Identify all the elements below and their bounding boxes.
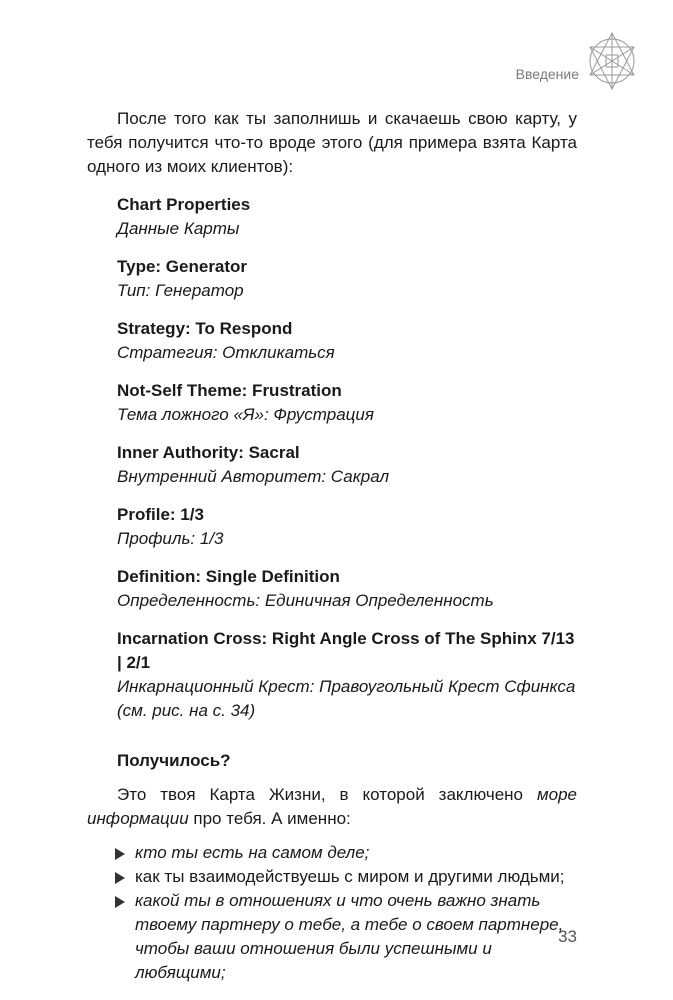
paragraph-emphasis: море информации xyxy=(87,785,577,828)
property-title: Not-Self Theme: Frustration xyxy=(117,381,342,400)
property-translation: Тема ложного «Я»: Фрустрация xyxy=(117,405,374,424)
property-title: Chart Properties xyxy=(117,195,251,214)
list-item-text: какой ты в отношениях и что очень важно знать твоему партнеру о тебе, а тебе о своем партнере, чтобы ваши отношения были успешными и любящими; xyxy=(135,891,564,982)
list-item xyxy=(87,865,577,889)
bullet-list xyxy=(87,841,577,985)
property-translation: Тип: Генератор xyxy=(117,281,244,300)
property-title: Profile: 1/3 xyxy=(117,505,204,524)
property-title: Type: Generator xyxy=(117,257,248,276)
main-content xyxy=(87,107,577,985)
property-block xyxy=(117,317,577,365)
list-item-text: кто ты есть на самом деле; xyxy=(135,843,370,862)
intro-paragraph: После того как ты заполнишь и скачаешь свою карту, у тебя получится что-то вроде этого (для примера взята Карта одного из моих клиентов): xyxy=(87,109,577,176)
triangle-bullet-icon xyxy=(115,872,125,884)
triangle-bullet-icon xyxy=(115,896,125,908)
property-translation: Инкарнационный Крест: Правоугольный Крест Сфинкса (см. рис. на с. 34) xyxy=(117,677,576,720)
property-translation: Внутренний Авторитет: Сакрал xyxy=(117,467,390,486)
property-block xyxy=(117,193,577,241)
header-section-title: Введение xyxy=(515,66,579,82)
property-block xyxy=(117,627,577,723)
paragraph-text: про тебя. А именно: xyxy=(188,809,351,828)
property-title: Definition: Single Definition xyxy=(117,567,340,586)
property-block xyxy=(117,255,577,303)
paragraph-text: Это твоя Карта Жизни, в которой заключено xyxy=(117,785,537,804)
property-title: Inner Authority: Sacral xyxy=(117,443,300,462)
triangle-bullet-icon xyxy=(115,848,125,860)
property-translation: Профиль: 1/3 xyxy=(117,529,224,548)
property-title: Incarnation Cross: Right Angle Cross of The Sphinx 7/13 | 2/1 xyxy=(117,629,575,672)
list-item xyxy=(87,841,577,865)
property-block xyxy=(117,503,577,551)
property-translation: Определенность: Единичная Определенность xyxy=(117,591,494,610)
question-heading: Получилось? xyxy=(117,751,231,770)
property-block xyxy=(117,565,577,613)
list-item xyxy=(87,889,577,985)
property-translation: Стратегия: Откликаться xyxy=(117,343,335,362)
list-item-text: как ты взаимодействуешь с миром и другими людьми; xyxy=(135,867,565,886)
property-block xyxy=(117,441,577,489)
property-title: Strategy: To Respond xyxy=(117,319,293,338)
property-translation: Данные Карты xyxy=(117,219,240,238)
page-number: 33 xyxy=(558,927,577,946)
life-chart-paragraph xyxy=(87,783,577,831)
property-block xyxy=(117,379,577,427)
bodygraph-logo-icon xyxy=(584,31,640,93)
